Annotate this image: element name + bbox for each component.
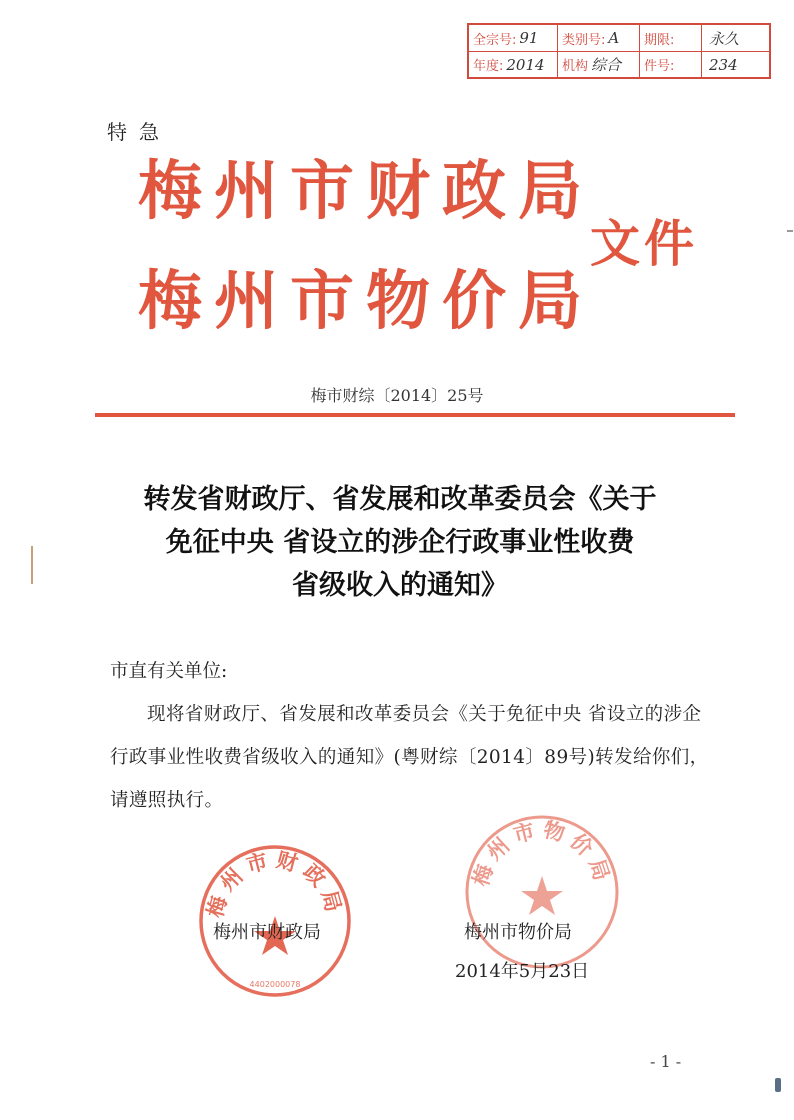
niandu-label: 年度: — [473, 59, 504, 74]
archive-row-1 — [469, 25, 769, 51]
seal1-text: 梅州市财政局 — [202, 847, 348, 921]
niandu-value: 2014 — [506, 55, 545, 74]
jianhao-value: 234 — [709, 55, 738, 74]
urgency-label: 特急 — [107, 120, 171, 144]
jianhao-label: 件号: — [644, 59, 675, 74]
jigou-cell — [557, 52, 639, 77]
jigou-value: 综合 — [591, 56, 622, 74]
seal2-text: 梅州市物价局 — [468, 817, 616, 890]
document-word: 文件 — [590, 215, 698, 273]
salutation: 市直有关单位: — [110, 661, 228, 682]
issuer-header-line-2: 梅州市物价局 — [138, 265, 594, 339]
scan-dash — [787, 230, 793, 232]
archive-row-2 — [469, 51, 769, 77]
page-number: - 1 - — [650, 1052, 682, 1071]
qixian-value: 永久 — [709, 29, 740, 48]
signature-date: 2014年5月23日 — [455, 961, 590, 982]
seal1-serial: 4402000078 — [249, 980, 301, 989]
quanzong-label: 全宗号: — [473, 32, 517, 48]
title-line: 转发省财政厅、省发展和改革委员会《关于 — [143, 484, 657, 515]
quanzong-value: 91 — [519, 29, 539, 47]
jianhao-value-cell — [701, 52, 769, 77]
niandu-cell — [469, 52, 557, 77]
mulu-label: 类别号: — [562, 32, 606, 48]
document-number: 梅市财综〔2014〕25号 — [310, 386, 484, 405]
jianhao-label-cell — [639, 52, 701, 77]
qixian-label-cell — [639, 25, 701, 51]
document-body — [110, 650, 710, 822]
title-line: 省级收入的通知》 — [292, 570, 508, 601]
title-line: 免征中央 省设立的涉企行政事业性收费 — [165, 527, 635, 558]
jigou-label: 机构 — [562, 59, 589, 74]
body-paragraph: 现将省财政厅、省发展和改革委员会《关于免征中央 省设立的涉企行政事业性收费省级收入的通知》(粤财综〔2014〕89号)转发给你们，请遵照执行。 — [110, 704, 709, 811]
svg-text:梅州市财政局 — [203, 848, 347, 921]
document-title — [100, 478, 700, 607]
mulu-cell — [557, 25, 639, 51]
archive-stamp-box — [467, 23, 771, 79]
qixian-label: 期限: — [644, 32, 675, 48]
quanzong-cell — [469, 25, 557, 51]
qixian-value-cell — [701, 25, 769, 51]
price-bureau-seal — [462, 812, 622, 972]
issuer-header-line-1: 梅州市财政局 — [138, 155, 594, 229]
scan-mark — [31, 546, 33, 584]
signature-issuer-price: 梅州市物价局 — [464, 922, 572, 943]
mulu-value: A — [608, 29, 620, 47]
signature-issuer-finance: 梅州市财政局 — [213, 922, 321, 943]
red-divider-line — [95, 413, 735, 417]
scan-speck — [775, 1078, 781, 1092]
